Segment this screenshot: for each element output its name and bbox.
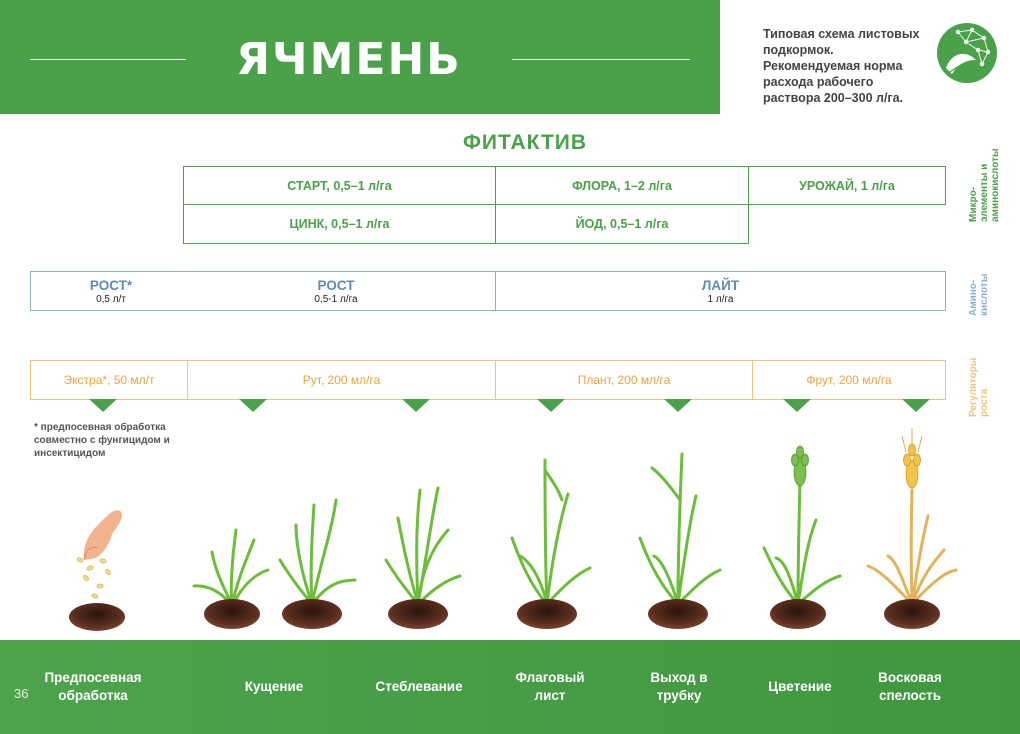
stage-label-4: Флаговый лист [515,670,585,703]
rost-dose: 0,5-1 л/га [314,294,358,305]
stages-band [0,640,1020,734]
growth-stages-illustration [0,420,1020,640]
iod-box: ЙОД, 0,5–1 л/га [495,204,749,244]
lait-name: ЛАЙТ [701,277,740,293]
lait-box [495,271,946,311]
flowering-plant-icon [764,446,840,629]
stage-marker-1 [89,399,117,412]
frut-box: Фрут, 200 мл/га [752,360,946,400]
footnote: * предпосевная обработка совместно с фунгицидом и инсектицидом [34,422,170,459]
stage-label-5: Выход в трубку [650,670,708,703]
flag-leaf-plant-icon [512,460,590,629]
stage-marker-6 [783,399,811,412]
stage-marker-7 [902,399,930,412]
stage-label-7: Восковая спелость [878,670,942,703]
flora-box: ФЛОРА, 1–2 л/га [495,166,749,205]
micro-row-label: Микро- элементы и аминокислоты [968,148,1001,222]
stage-marker-5 [664,399,692,412]
header-note: Типовая схема листовых подкормок. Рекомендуемая норма расхода рабочего раствора 200–300 л/га. [763,27,920,105]
lait-dose: 1 л/га [707,293,734,305]
stage-label-6: Цветение [768,679,832,694]
booting-plant-icon [640,454,720,629]
brand-logo-icon [936,22,998,84]
extra-box: Экстра*, 50 мл/т [30,360,188,400]
tillering-plant-icon [194,530,268,629]
rut-box: Рут, 200 мл/га [187,360,496,400]
page-number: 36 [14,686,29,701]
stage-marker-4 [537,399,565,412]
header-rule-left [30,59,186,60]
urozhai-box: УРОЖАЙ, 1 л/га [748,166,946,205]
rost-name: РОСТ [317,278,355,293]
stage-marker-2 [239,399,267,412]
amino-row-label: Амино- кислоты [968,273,990,316]
stem-elongation-plant-icon [280,500,355,629]
growth-row-label: Регуляторы роста [968,357,990,417]
stage-marker-3 [402,399,430,412]
ripening-plant-icon [868,428,956,629]
plant-box: Плант, 200 мл/га [495,360,753,400]
zinc-box: ЦИНК, 0,5–1 л/га [183,204,496,244]
stage-label-3: Стеблевание [375,679,463,694]
start-box: СТАРТ, 0,5–1 л/га [183,166,496,205]
header-band [0,0,720,114]
tube-plant-icon [386,488,460,629]
stage-label-2: Кущение [244,679,304,694]
page-title: ЯЧМЕНЬ [236,34,462,85]
section-title: ФИТАКТИВ [462,131,588,154]
rost-star-dose: 0,5 л/т [96,294,126,305]
rost-star-name: РОСТ* [89,278,133,293]
header-rule-right [512,59,690,60]
rost-box [30,271,496,311]
hand-seeds-icon [69,510,125,631]
stage-label-1: Предпосевная обработка [44,670,142,703]
